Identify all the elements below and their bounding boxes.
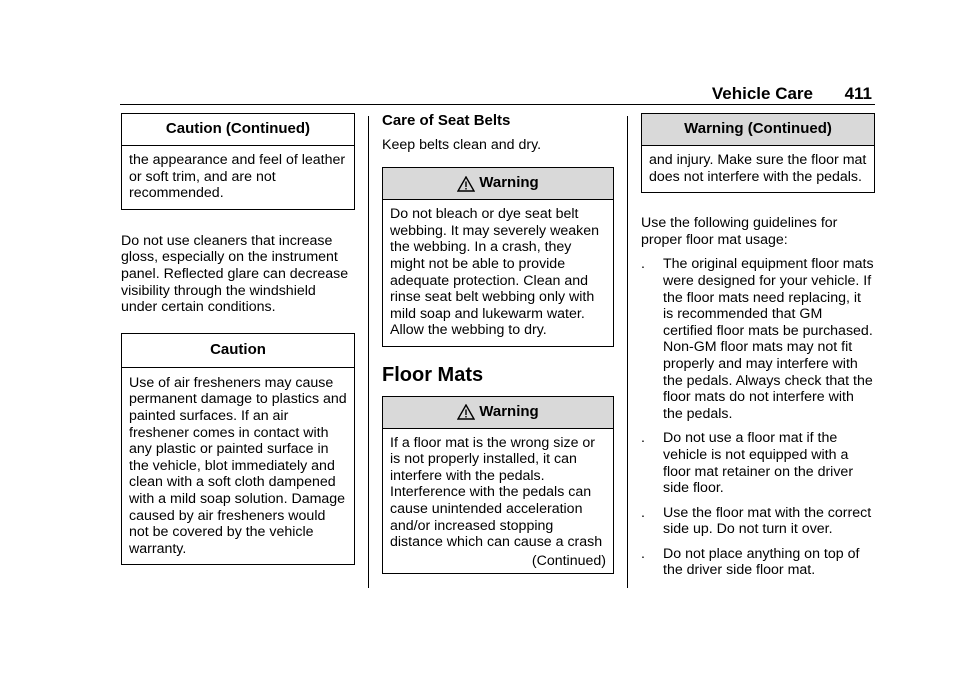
list-item-text: The original equipment floor mats were designed for your vehicle. If the floor mats need replacing, it is recommended that GM certified floor mats be purchased. Non-GM floor mats may not fit properly and may interfere with the pedals. Always check that the floor mats do not interfere with the pedals. <box>663 256 874 422</box>
warning-title: Warning <box>479 402 539 420</box>
warning-header <box>383 397 613 429</box>
seat-belts-heading: Care of Seat Belts <box>382 112 511 129</box>
column-3 <box>641 113 875 579</box>
warning-title: Warning <box>479 174 539 192</box>
caution-title: Caution <box>122 334 354 368</box>
bullet-mark: . <box>641 430 645 447</box>
cleaners-paragraph: Do not use cleaners that increase gloss, especially on the instrument panel. Reflected glare can decrease visibility through the windshield under certain conditions. <box>121 232 349 316</box>
column-divider-right <box>627 116 628 588</box>
bullet-mark: . <box>641 256 645 273</box>
bullet-mark: . <box>641 504 645 521</box>
seat-belts-text: Keep belts clean and dry. <box>382 136 542 153</box>
warning-box-seat-belts <box>382 167 614 347</box>
caution-body: Use of air fresheners may cause permanent damage to plastics and painted surfaces. If an air freshener comes in contact with any plastic or painted surface in the vehicle, blot immediately and clean with a soft cloth dampened with a mild soap solution. Damage caused by air fresheners would not be covered by the vehicle warranty. <box>129 374 347 557</box>
warning-body-container <box>383 429 613 574</box>
warning-header <box>383 168 613 200</box>
warning-continued-body: and injury. Make sure the floor mat does not interfere with the pedals. <box>649 152 867 185</box>
caution-continued-title: Caution (Continued) <box>122 114 354 146</box>
warning-body: Do not bleach or dye seat belt webbing. It may severely weaken the webbing. In a crash, they might not be able to provide adequate protection. Clean and rinse seat belt webbing only with mild soap and lukewarm water. Allow the webbing to dry. <box>390 206 599 339</box>
list-item-text: Use the floor mat with the correct side up. Do not turn it over. <box>663 504 872 538</box>
list-item-text: Do not use a floor mat if the vehicle is not equipped with a floor mat retainer on the driver side floor. <box>663 430 854 497</box>
caution-box <box>121 333 355 566</box>
warning-body: If a floor mat is the wrong size or is not properly installed, it can interfere with the pedals. Interference with the pedals can cause unintended acceleration and/or increased stopping distance which can cause a crash <box>390 434 603 551</box>
column-divider-left <box>368 116 369 588</box>
guidelines-list <box>641 256 875 579</box>
list-item <box>641 430 875 496</box>
warning-box-floor-mats <box>382 396 614 575</box>
column-2 <box>382 113 614 574</box>
list-item <box>641 505 875 538</box>
page-header <box>120 82 875 105</box>
column-1 <box>121 113 355 565</box>
continued-label: (Continued) <box>531 552 606 569</box>
list-item-text: Do not place anything on top of the driver side floor mat. <box>663 545 860 579</box>
page-number: 411 <box>844 84 872 103</box>
warning-icon <box>457 404 475 420</box>
floor-mats-heading: Floor Mats <box>382 363 484 386</box>
warning-icon <box>457 176 475 192</box>
bullet-mark: . <box>641 545 645 562</box>
guidelines-intro: Use the following guidelines for proper floor mat usage: <box>641 215 838 248</box>
list-item <box>641 256 875 422</box>
warning-continued-box <box>641 113 875 193</box>
caution-continued-body: the appearance and feel of leather or soft trim, and are not recommended. <box>129 152 346 202</box>
list-item <box>641 546 875 579</box>
section-title: Vehicle Care <box>711 84 813 103</box>
warning-continued-title: Warning (Continued) <box>642 114 874 146</box>
caution-continued-box <box>121 113 355 210</box>
